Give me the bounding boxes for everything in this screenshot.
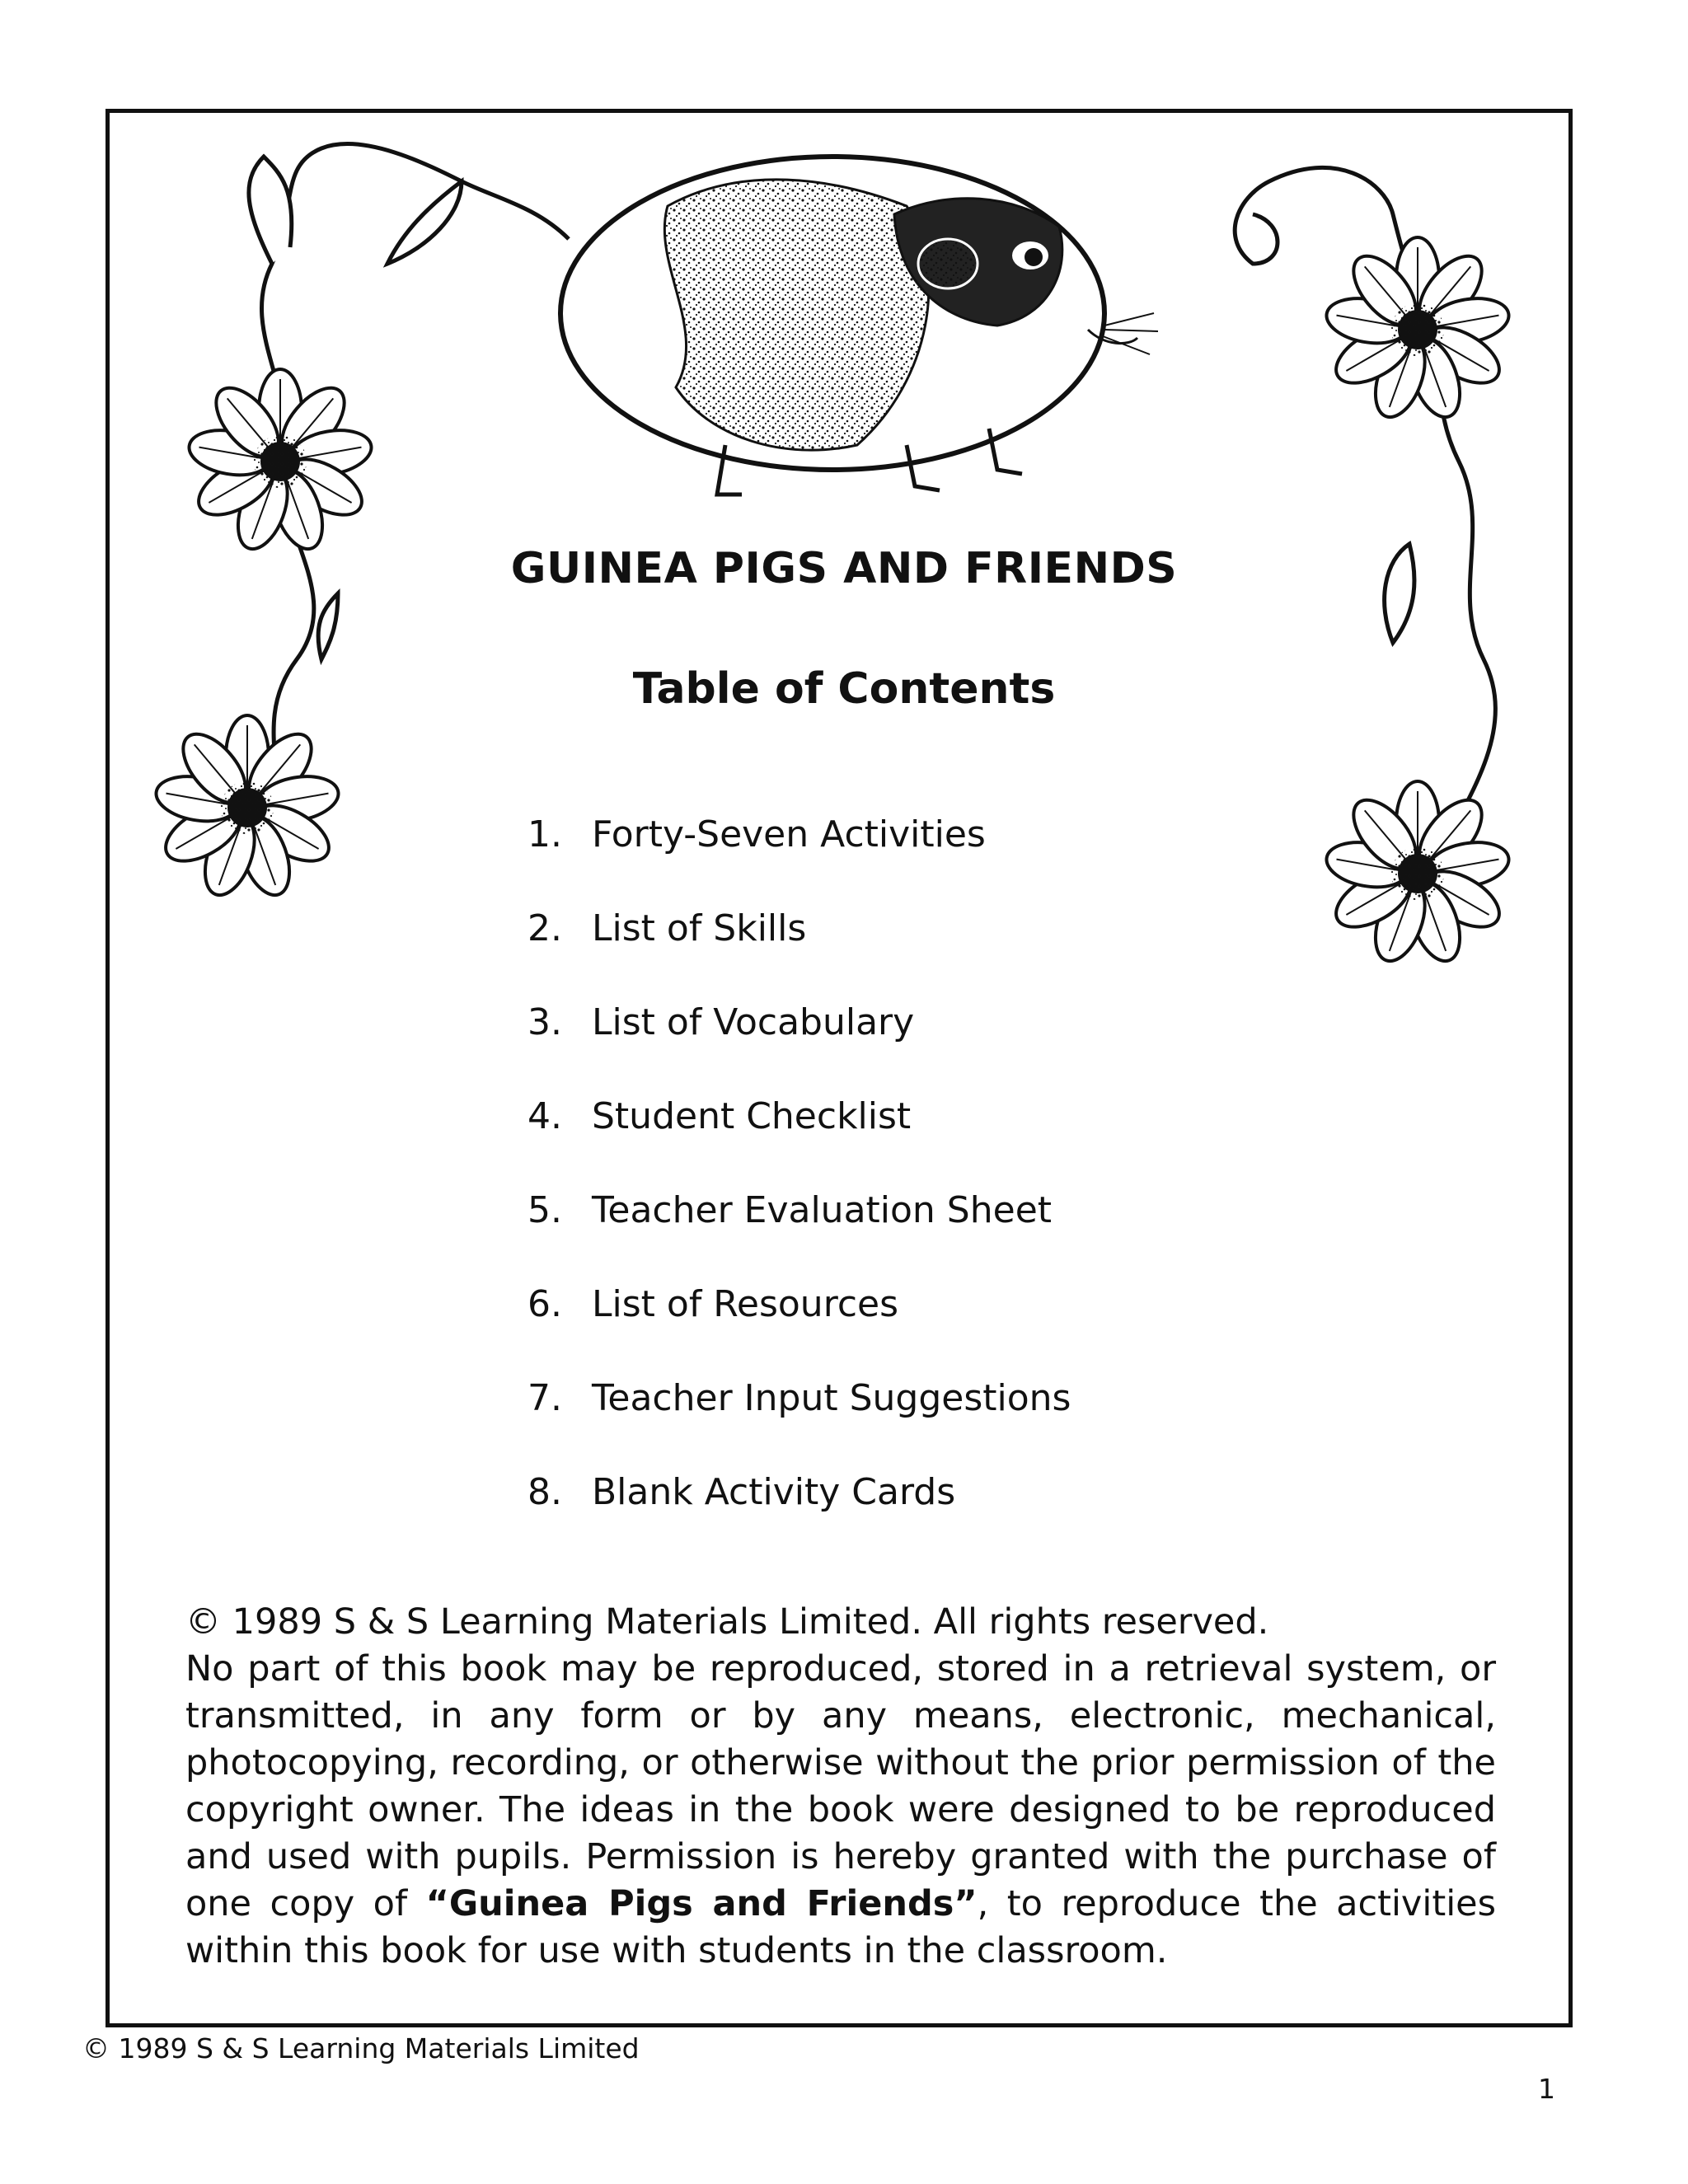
- toc-item-number: 3.: [528, 1001, 562, 1043]
- toc-item-label: List of Vocabulary: [592, 1001, 915, 1043]
- toc-item-number: 8.: [528, 1471, 562, 1513]
- flower-icon: [1323, 781, 1512, 968]
- toc-heading: Table of Contents: [632, 664, 1056, 714]
- toc-item-label: Forty-Seven Activities: [592, 813, 986, 855]
- copyright-body-text: No part of this book may be reproduced, stored in a retrieval system, or transmitted, in any form or by any means, electronic, mechanical, photocopying, recording, or otherwise without the prior permission of the copyright owner. The ideas in the book were designed to be reproduced and used with pupils. Permission is hereby granted with the purchase of one copy of: [185, 1648, 1496, 1924]
- toc-item-label: Teacher Evaluation Sheet: [592, 1189, 1053, 1231]
- toc-item: [528, 1188, 1071, 1282]
- toc-item-number: 2.: [528, 907, 562, 949]
- toc-item: [528, 1282, 1071, 1376]
- toc-item-label: Teacher Input Suggestions: [592, 1377, 1071, 1419]
- toc-item: [528, 1094, 1071, 1188]
- copyright-line: © 1989 S & S Learning Materials Limited. All rights reserved.: [185, 1601, 1269, 1643]
- toc-item-number: 4.: [528, 1095, 562, 1137]
- toc-item-number: 6.: [528, 1283, 562, 1325]
- flower-icon: [152, 715, 342, 902]
- toc-item: [528, 1376, 1071, 1469]
- book-title-reference: “Guinea Pigs and Friends”: [425, 1883, 978, 1924]
- toc-item-number: 5.: [528, 1189, 562, 1231]
- toc-item-label: List of Skills: [592, 907, 807, 949]
- toc-item-number: 7.: [528, 1377, 562, 1419]
- copyright-body-text-end: , to reproduce the activities within this book for use with students in the classroom.: [185, 1883, 1496, 1971]
- toc-item-label: Blank Activity Cards: [592, 1471, 956, 1513]
- toc-item-number: 1.: [528, 813, 562, 855]
- toc-item-label: Student Checklist: [592, 1095, 912, 1137]
- table-of-contents: [528, 812, 1071, 1563]
- toc-item: [528, 1000, 1071, 1094]
- footer-copyright: © 1989 S & S Learning Materials Limited: [82, 2032, 640, 2064]
- copyright-body: [185, 1646, 1496, 1975]
- flower-icon: [1323, 237, 1512, 424]
- toc-item: [528, 1469, 1071, 1563]
- flower-icon: [185, 369, 375, 555]
- toc-item: [528, 906, 1071, 1000]
- page-title: GUINEA PIGS AND FRIENDS: [510, 544, 1178, 593]
- guinea-pig-icon: [560, 157, 1158, 494]
- copyright-notice: [185, 1599, 1496, 1975]
- page-number: 1: [1538, 2073, 1555, 2105]
- toc-item-label: List of Resources: [592, 1283, 899, 1325]
- toc-item: [528, 812, 1071, 906]
